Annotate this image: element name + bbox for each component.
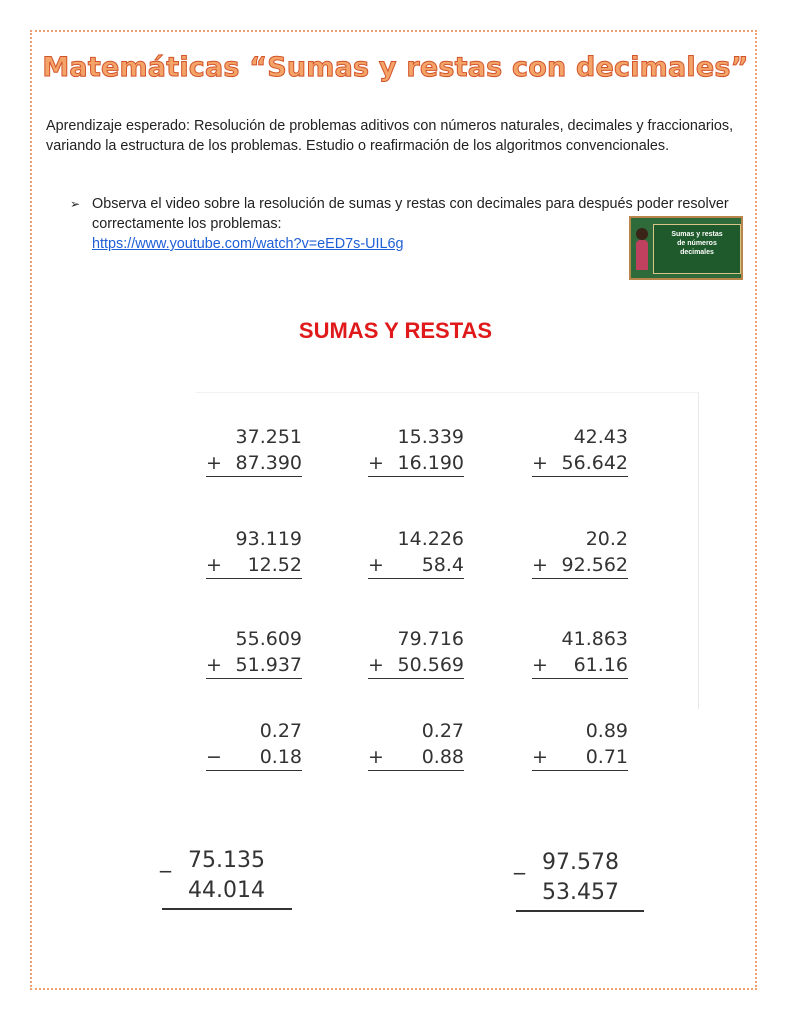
addition-problem bbox=[206, 526, 302, 579]
problem-top: 0.27 bbox=[421, 720, 464, 742]
problem-bottom-row bbox=[368, 652, 464, 679]
problem-bottom-row bbox=[206, 450, 302, 477]
instruction-text: Observa el video sobre la resolución de sumas y restas con decimales para después poder resolver correctamente los problemas: bbox=[92, 196, 729, 232]
problem-bottom-row bbox=[368, 450, 464, 477]
operator-sign: + bbox=[368, 654, 384, 676]
problem-bottom-row bbox=[368, 744, 464, 771]
big-problem bbox=[514, 848, 619, 908]
problem-bottom-row bbox=[206, 552, 302, 579]
problem-bottom-row bbox=[532, 552, 628, 579]
problem-top: 0.89 bbox=[585, 720, 628, 742]
problem-bottom-row bbox=[206, 652, 302, 679]
problem-bottom: 58.4 bbox=[421, 554, 464, 576]
problem-bottom-row bbox=[532, 652, 628, 679]
video-thumbnail[interactable] bbox=[629, 216, 743, 280]
problem-bottom-row bbox=[532, 744, 628, 771]
problem-bottom: 56.642 bbox=[561, 452, 628, 474]
problem-top: 14.226 bbox=[397, 528, 464, 550]
arrow-bullet-icon: ➢ bbox=[70, 197, 81, 211]
problem-bottom: 50.569 bbox=[397, 654, 464, 676]
problem-bottom: 12.52 bbox=[247, 554, 302, 576]
problem-top: 97.578 bbox=[542, 850, 619, 875]
problem-top: 93.119 bbox=[235, 528, 302, 550]
operator-sign: + bbox=[532, 452, 548, 474]
minus-sign: _ bbox=[160, 848, 171, 873]
thumbnail-line-3: decimales bbox=[680, 249, 714, 256]
addition-problem bbox=[368, 424, 464, 477]
operator-sign: + bbox=[206, 452, 222, 474]
problem-top: 41.863 bbox=[561, 628, 628, 650]
minus-sign: _ bbox=[514, 850, 525, 875]
problem-bottom: 92.562 bbox=[561, 554, 628, 576]
problem-bottom: 61.16 bbox=[573, 654, 628, 676]
problem-top: 42.43 bbox=[573, 426, 628, 448]
addition-problem bbox=[206, 424, 302, 477]
problem-bottom: 0.18 bbox=[259, 746, 302, 768]
addition-problem bbox=[368, 626, 464, 679]
problem-bottom: 0.88 bbox=[421, 746, 464, 768]
video-link[interactable]: https://www.youtube.com/watch?v=eED7s-UIL6g bbox=[92, 236, 404, 252]
addition-problem bbox=[532, 526, 628, 579]
problem-bottom: 44.014 bbox=[188, 878, 265, 903]
operator-sign: + bbox=[368, 452, 384, 474]
problem-top: 79.716 bbox=[397, 628, 464, 650]
learning-objective: Aprendizaje esperado: Resolución de problemas aditivos con números naturales, decimales y fraccionarios, variando la estructura de los problemas. Estudio o reafirmación de los algoritmos convencionales. bbox=[46, 118, 734, 154]
answer-line bbox=[516, 910, 644, 912]
thumbnail-line-1: Sumas y restas bbox=[671, 231, 723, 238]
operator-sign: + bbox=[368, 554, 384, 576]
problem-bottom-row bbox=[206, 744, 302, 771]
addition-problem bbox=[532, 626, 628, 679]
operator-sign: + bbox=[206, 554, 222, 576]
problem-bottom: 87.390 bbox=[235, 452, 302, 474]
answer-line bbox=[162, 908, 292, 910]
operator-sign: + bbox=[532, 654, 548, 676]
thumbnail-line-2: de números bbox=[677, 240, 717, 247]
problem-top: 75.135 bbox=[188, 848, 265, 873]
problem-top: 0.27 bbox=[259, 720, 302, 742]
operator-sign: + bbox=[532, 554, 548, 576]
big-problem bbox=[160, 846, 265, 906]
problem-bottom-row bbox=[368, 552, 464, 579]
chalkboard bbox=[653, 224, 741, 274]
page-title: Matemáticas “Sumas y restas con decimales” bbox=[42, 52, 749, 83]
operator-sign: + bbox=[368, 746, 384, 768]
addition-problem bbox=[368, 526, 464, 579]
addition-problem bbox=[206, 626, 302, 679]
section-heading: SUMAS Y RESTAS bbox=[298, 318, 493, 343]
problem-bottom: 53.457 bbox=[542, 880, 619, 905]
addition-problem bbox=[368, 718, 464, 771]
addition-problem bbox=[206, 718, 302, 771]
addition-problem bbox=[532, 424, 628, 477]
problem-top: 55.609 bbox=[235, 628, 302, 650]
problem-top: 37.251 bbox=[235, 426, 302, 448]
operator-sign: + bbox=[532, 746, 548, 768]
problem-bottom: 51.937 bbox=[235, 654, 302, 676]
problem-top: 20.2 bbox=[585, 528, 628, 550]
problem-bottom-row bbox=[532, 450, 628, 477]
operator-sign: + bbox=[206, 654, 222, 676]
problem-top: 15.339 bbox=[397, 426, 464, 448]
problem-bottom: 0.71 bbox=[585, 746, 628, 768]
addition-problem bbox=[532, 718, 628, 771]
teacher-avatar-icon bbox=[635, 228, 649, 278]
problem-bottom: 16.190 bbox=[397, 452, 464, 474]
operator-sign: − bbox=[206, 746, 222, 768]
